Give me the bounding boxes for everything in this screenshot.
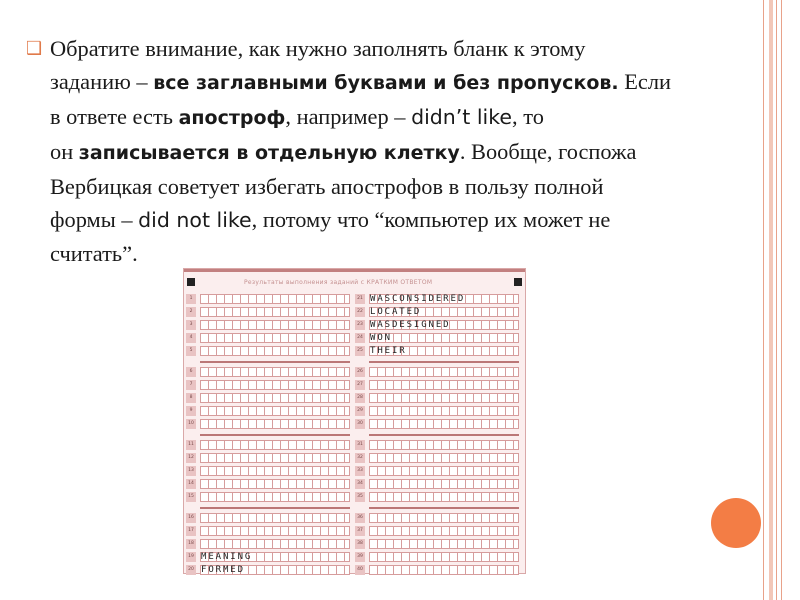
answer-cells [200, 294, 350, 304]
answer-cells [200, 492, 350, 502]
row-number: 27 [355, 380, 365, 390]
answer-row [355, 332, 525, 345]
answer-row [355, 491, 525, 504]
answer-row [186, 392, 356, 405]
bold-text: апостроф [178, 107, 286, 129]
answer-cells [200, 406, 350, 416]
answer-cells [369, 419, 519, 429]
answer-row [186, 538, 356, 551]
row-number: 31 [355, 440, 365, 450]
row-number: 2 [186, 307, 196, 317]
answer-row [355, 366, 525, 379]
row-number: 22 [355, 307, 365, 317]
answer-row [186, 345, 356, 358]
answer-cells [200, 367, 350, 377]
row-number: 12 [186, 453, 196, 463]
row-number: 40 [355, 565, 365, 575]
answer-row [186, 332, 356, 345]
answer-row [186, 418, 356, 431]
row-number: 32 [355, 453, 365, 463]
answer-row [186, 491, 356, 504]
row-number: 39 [355, 552, 365, 562]
answer-row [186, 551, 356, 564]
answer-row [355, 293, 525, 306]
row-number: 13 [186, 466, 196, 476]
answer-text: WON [370, 333, 392, 343]
answer-cells [369, 539, 519, 549]
section-divider [200, 434, 350, 436]
answer-text: WASDESIGNED [370, 320, 451, 330]
answer-row [355, 392, 525, 405]
text-line: считать”. [50, 241, 138, 266]
row-number: 38 [355, 539, 365, 549]
answer-cells [369, 380, 519, 390]
row-number: 36 [355, 513, 365, 523]
answer-row [186, 439, 356, 452]
answer-cells [369, 393, 519, 403]
answer-cells [369, 466, 519, 476]
answer-text: THEIR [370, 346, 407, 356]
row-number: 23 [355, 320, 365, 330]
row-number: 17 [186, 526, 196, 536]
row-number: 18 [186, 539, 196, 549]
answer-row [186, 452, 356, 465]
answer-text: FORMED [201, 565, 245, 575]
answer-cells [200, 346, 350, 356]
answer-cells [200, 380, 350, 390]
answer-row [186, 512, 356, 525]
row-number: 10 [186, 419, 196, 429]
text-line: Если [618, 69, 672, 94]
example-text: did not like [138, 208, 252, 232]
row-number: 5 [186, 346, 196, 356]
answer-cells [369, 479, 519, 489]
answer-row [186, 465, 356, 478]
answer-row [355, 379, 525, 392]
answer-row [186, 293, 356, 306]
answer-text: MEANING [201, 552, 253, 562]
row-number: 7 [186, 380, 196, 390]
answer-row [186, 478, 356, 491]
row-number: 33 [355, 466, 365, 476]
answer-cells [369, 526, 519, 536]
answer-row [355, 525, 525, 538]
answer-cells [200, 440, 350, 450]
answer-column-right [355, 293, 525, 577]
row-number: 21 [355, 294, 365, 304]
answer-row [186, 379, 356, 392]
section-divider [200, 507, 350, 509]
row-number: 24 [355, 333, 365, 343]
row-number: 28 [355, 393, 365, 403]
answer-row [186, 319, 356, 332]
section-divider [369, 361, 519, 363]
text-line: , то [512, 104, 544, 129]
text-line: . Вообще, госпожа [459, 139, 637, 164]
answer-cells [200, 466, 350, 476]
text-line: в ответе есть [50, 104, 179, 129]
row-number: 35 [355, 492, 365, 502]
row-number: 37 [355, 526, 365, 536]
registration-marker [514, 278, 522, 286]
bold-text: все заглавными буквами и без пропусков. [153, 72, 619, 94]
answer-cells [369, 513, 519, 523]
decor-line [781, 0, 782, 600]
row-number: 26 [355, 367, 365, 377]
answer-cells [200, 393, 350, 403]
answer-form-image [183, 268, 526, 574]
answer-text: LOCATED [370, 307, 422, 317]
row-number: 8 [186, 393, 196, 403]
answer-text: WASCONSIDERED [370, 294, 466, 304]
answer-cells [200, 453, 350, 463]
answer-row [186, 306, 356, 319]
answer-row [355, 512, 525, 525]
answer-row [355, 418, 525, 431]
row-number: 1 [186, 294, 196, 304]
bold-text: записывается в отдельную клетку [78, 142, 460, 164]
slide-text [26, 32, 736, 270]
answer-cells [200, 419, 350, 429]
row-number: 6 [186, 367, 196, 377]
row-number: 30 [355, 419, 365, 429]
row-number: 29 [355, 406, 365, 416]
answer-row [186, 564, 356, 577]
decor-line [769, 0, 773, 600]
text-line: Обратите внимание, как нужно заполнять бланк к этому [50, 36, 586, 61]
answer-cells [200, 539, 350, 549]
answer-cells [200, 307, 350, 317]
answer-row [355, 551, 525, 564]
answer-cells [200, 333, 350, 343]
answer-cells [200, 513, 350, 523]
answer-row [355, 319, 525, 332]
answer-row [355, 345, 525, 358]
answer-cells [369, 440, 519, 450]
row-number: 25 [355, 346, 365, 356]
answer-cells [200, 526, 350, 536]
decor-line [763, 0, 764, 600]
answer-row [355, 439, 525, 452]
form-title: Результаты выполнения заданий с КРАТКИМ ОТВЕТОМ [244, 279, 433, 286]
bullet-icon: ❑ [26, 38, 43, 59]
section-divider [200, 361, 350, 363]
text-line: он [50, 139, 79, 164]
row-number: 15 [186, 492, 196, 502]
answer-row [355, 538, 525, 551]
decor-circle [711, 498, 761, 548]
row-number: 9 [186, 406, 196, 416]
row-number: 14 [186, 479, 196, 489]
row-number: 11 [186, 440, 196, 450]
answer-cells [369, 406, 519, 416]
section-divider [369, 434, 519, 436]
answer-cells [369, 552, 519, 562]
row-number: 34 [355, 479, 365, 489]
text-line: , например – [285, 104, 412, 129]
row-number: 20 [186, 565, 196, 575]
answer-row [186, 525, 356, 538]
answer-cells [369, 565, 519, 575]
answer-row [355, 465, 525, 478]
text-line: Вербицкая советует избегать апострофов в пользу полной [50, 174, 604, 199]
row-number: 19 [186, 552, 196, 562]
answer-cells [200, 320, 350, 330]
form-top-bar [184, 269, 525, 272]
text-line: , потому что “компьютер их может не [251, 207, 611, 232]
answer-row [355, 478, 525, 491]
row-number: 4 [186, 333, 196, 343]
answer-row [355, 405, 525, 418]
answer-cells [369, 453, 519, 463]
row-number: 3 [186, 320, 196, 330]
answer-row [355, 564, 525, 577]
text-line: заданию – [50, 69, 154, 94]
answer-cells [369, 367, 519, 377]
registration-marker [187, 278, 195, 286]
decor-line [776, 0, 777, 600]
answer-row [355, 452, 525, 465]
example-text: didn’t like [411, 105, 513, 129]
text-line: формы – [50, 207, 139, 232]
answer-column-left [186, 293, 356, 577]
answer-row [355, 306, 525, 319]
section-divider [369, 507, 519, 509]
answer-cells [200, 479, 350, 489]
answer-row [186, 405, 356, 418]
row-number: 16 [186, 513, 196, 523]
answer-row [186, 366, 356, 379]
answer-cells [369, 492, 519, 502]
